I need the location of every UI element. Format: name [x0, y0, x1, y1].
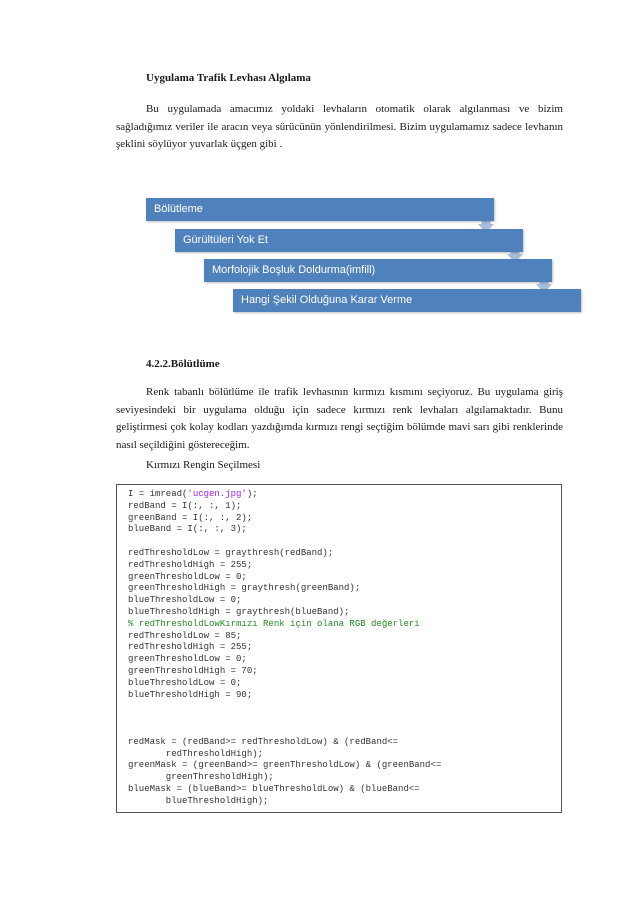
code-line: redThresholdLow = 85; [128, 630, 242, 641]
code-line: blueBand = I(:, :, 3); [128, 524, 247, 535]
code-line: blueThresholdLow = 0; [128, 677, 242, 688]
segmentation-paragraph [116, 384, 563, 454]
code-line: redThresholdHigh = 255; [128, 642, 253, 653]
code-string: 'ucgen.jpg' [187, 489, 247, 499]
code-listing [116, 484, 562, 813]
code-line: greenThresholdHigh); [128, 772, 274, 783]
process-step-imfill: Morfolojik Boşluk Doldurma(imfill) [204, 259, 552, 282]
code-line: greenThresholdHigh = 70; [128, 665, 258, 676]
code-line: blueThresholdHigh); [128, 795, 269, 806]
code-line: redThresholdLow = graythresh(redBand); [128, 547, 334, 558]
code-line: greenThresholdHigh = graythresh(greenBand); [128, 583, 361, 594]
code-comment: % redThresholdLowKırmızı Renk için olana RGB değerleri [128, 618, 420, 629]
intro-paragraph-text: Bu uygulamada amacımız yoldaki levhaların otomatik olarak algılanması ve bizim sağladığımız veriler ile aracın veya sürücünün yönlendirilmesi. Bizim uygulamamız sadece levhanın şeklini söylüyor yuvarlak üçgen gibi . [116, 103, 563, 150]
code-line: blueThresholdHigh = graythresh(blueBand); [128, 606, 350, 617]
segmentation-paragraph-text: Renk tabanlı bölütlüme ile trafik levhasının kırmızı kısmını seçiyoruz. Bu uygulama giriş seviyesindeki bir uygulama olduğu için sadece kırmızı renk levhaları algılamaktadır. Bunu geliştirmesi çok kolay kodları yazdığımda kırmızı rengi seçtiğim bölümde mavi sarı gibi renklerinde nasıl seçildiğini göstereceğim. [116, 386, 563, 451]
code-line: I = imread('ucgen.jpg'); [128, 489, 258, 499]
code-line: greenMask = (greenBand>= greenThresholdLow) & (greenBand<= [128, 760, 442, 771]
code-line: greenBand = I(:, :, 2); [128, 512, 253, 523]
code-heading: Kırmızı Rengin Seçilmesi [146, 459, 261, 471]
process-step-segmentation: Bölütleme [146, 198, 494, 221]
code-line: redThresholdHigh = 255; [128, 559, 253, 570]
code-line: blueMask = (blueBand>= blueThresholdLow) & (blueBand<= [128, 783, 420, 794]
subsection-title: 4.2.2.Bölütlüme [146, 358, 220, 370]
code-blank-line [128, 725, 561, 737]
code-line: blueThresholdLow = 0; [128, 595, 242, 606]
code-blank-line [128, 713, 561, 725]
process-step-denoise: Gürültüleri Yok Et [175, 229, 523, 252]
section-title: Uygulama Trafik Levhası Algılama [146, 72, 311, 84]
code-line: redMask = (redBand>= redThresholdLow) & (redBand<= [128, 736, 399, 747]
code-line: redThresholdHigh); [128, 748, 264, 759]
code-blank-line [128, 536, 561, 548]
process-step-shape-decision: Hangi Şekil Olduğuna Karar Verme [233, 289, 581, 312]
code-blank-line [128, 701, 561, 713]
code-line: redBand = I(:, :, 1); [128, 500, 242, 511]
code-line: greenThresholdLow = 0; [128, 654, 247, 665]
code-line: blueThresholdHigh = 90; [128, 689, 253, 700]
code-line: greenThresholdLow = 0; [128, 571, 247, 582]
